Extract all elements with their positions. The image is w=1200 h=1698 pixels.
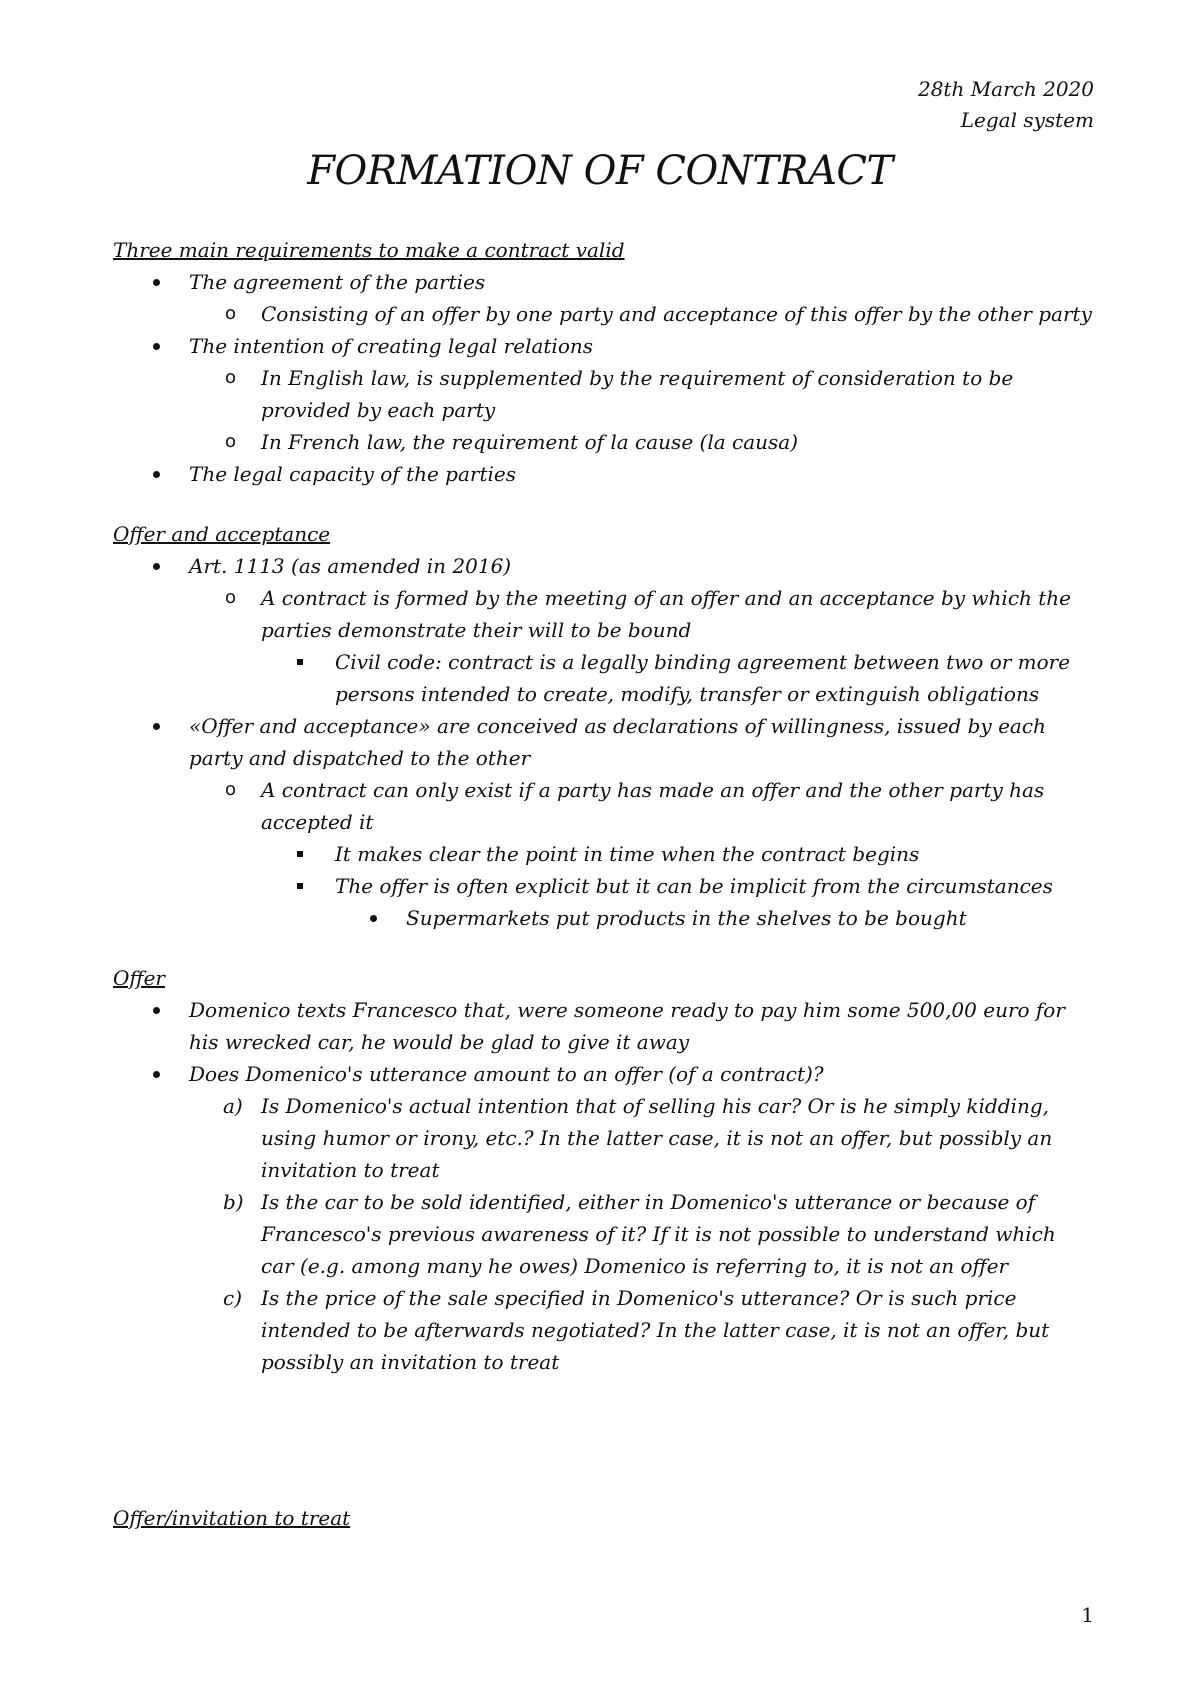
bullet-disc-icon <box>153 723 160 730</box>
bullet-disc-icon <box>153 279 160 286</box>
list-marker-a: a) <box>223 1094 243 1118</box>
list-item: o Consisting of an offer by one party and acceptance of this offer by the other party <box>113 298 1094 330</box>
bullet-circle-icon: o <box>225 367 237 388</box>
list-item: a) Is Domenico's actual intention that of selling his car? Or is he simply kidding, using humor or irony, etc.? In the latter case, it is not an offer, but possibly an invitation to treat <box>113 1090 1094 1186</box>
bullet-circle-icon: o <box>225 779 237 800</box>
bullet-circle-icon: o <box>225 431 237 452</box>
bullet-square-icon <box>297 883 303 889</box>
list-item: Does Domenico's utterance amount to an offer (of a contract)? <box>113 1058 1094 1090</box>
document-header <box>918 74 1094 136</box>
bullet-disc-icon <box>153 563 160 570</box>
list-marker-c: c) <box>223 1286 243 1310</box>
list-marker-b: b) <box>223 1190 244 1214</box>
list-item: Domenico texts Francesco that, were someone ready to pay him some 500,00 euro for his wrecked car, he would be glad to give it away <box>113 994 1094 1058</box>
section-heading-invitation-to-treat: Offer/invitation to treat <box>113 1506 351 1530</box>
list-item: The agreement of the parties <box>113 266 1094 298</box>
section-heading-offer: Offer <box>113 966 165 990</box>
offer-acceptance-list <box>113 550 1094 934</box>
section-heading-offer-acceptance: Offer and acceptance <box>113 522 331 546</box>
section-heading-requirements: Three main requirements to make a contract valid <box>113 238 625 262</box>
list-item: The intention of creating legal relations <box>113 330 1094 362</box>
list-item: Art. 1113 (as amended in 2016) <box>113 550 1094 582</box>
list-item: o A contract can only exist if a party has made an offer and the other party has accepted it <box>113 774 1094 838</box>
offer-list <box>113 994 1094 1378</box>
list-item: The offer is often explicit but it can be implicit from the circumstances <box>113 870 1094 902</box>
list-item: o A contract is formed by the meeting of an offer and an acceptance by which the parties demonstrate their will to be bound <box>113 582 1094 646</box>
bullet-disc-icon <box>153 471 160 478</box>
page-number: 1 <box>1081 1603 1094 1627</box>
list-item: b) Is the car to be sold identified, either in Domenico's utterance or because of Francesco's previous awareness of it? If it is not possible to understand which car (e.g. among many he owes) Domenico is referring to, it is not an offer <box>113 1186 1094 1282</box>
list-item: Civil code: contract is a legally binding agreement between two or more persons intended to create, modify, transfer or extinguish obligations <box>113 646 1094 710</box>
bullet-circle-icon: o <box>225 303 237 324</box>
bullet-circle-icon: o <box>225 587 237 608</box>
bullet-disc-icon <box>153 343 160 350</box>
requirements-list <box>113 266 1094 490</box>
list-item: o In French law, the requirement of la cause (la causa) <box>113 426 1094 458</box>
document-title: FORMATION OF CONTRACT <box>307 148 893 194</box>
bullet-disc-icon <box>153 1007 160 1014</box>
bullet-disc-icon <box>153 1071 160 1078</box>
document-subject: Legal system <box>960 108 1094 132</box>
bullet-square-icon <box>297 851 303 857</box>
list-item: The legal capacity of the parties <box>113 458 1094 490</box>
list-item: o In English law, is supplemented by the requirement of consideration to be provided by each party <box>113 362 1094 426</box>
bullet-disc-icon <box>370 915 377 922</box>
list-item: It makes clear the point in time when the contract begins <box>113 838 1094 870</box>
list-item: Supermarkets put products in the shelves to be bought <box>113 902 1094 934</box>
document-body <box>113 234 1094 1534</box>
document-date: 28th March 2020 <box>917 77 1094 101</box>
bullet-square-icon <box>297 659 303 665</box>
list-item: c) Is the price of the sale specified in Domenico's utterance? Or is such price intended to be afterwards negotiated? In the latter case, it is not an offer, but possibly an invitation to treat <box>113 1282 1094 1378</box>
list-item: «Offer and acceptance» are conceived as declarations of willingness, issued by each party and dispatched to the other <box>113 710 1094 774</box>
